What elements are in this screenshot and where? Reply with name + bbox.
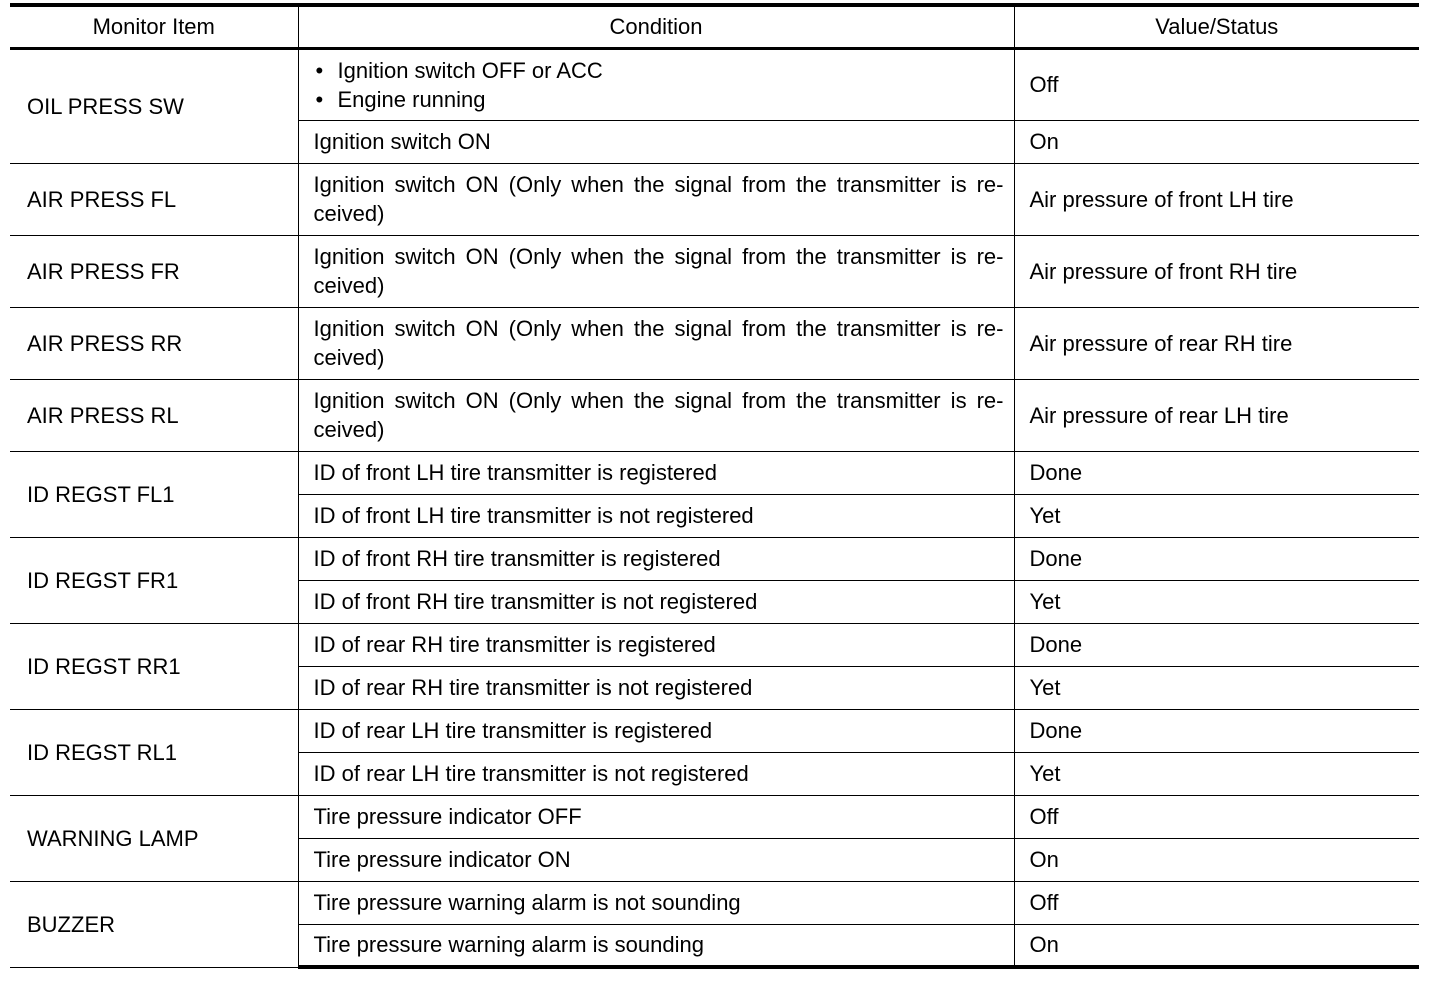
condition-cell: Tire pressure indicator ON <box>298 838 1014 881</box>
value-cell: Off <box>1014 881 1419 924</box>
monitor-item-cell: AIR PRESS RL <box>10 379 298 451</box>
value-cell: Done <box>1014 451 1419 494</box>
condition-cell: Tire pressure indicator OFF <box>298 795 1014 838</box>
header-value-status: Value/Status <box>1014 5 1419 48</box>
condition-cell: Tire pressure warning alarm is sounding <box>298 924 1014 967</box>
value-cell: Yet <box>1014 580 1419 623</box>
condition-cell: ID of rear RH tire transmitter is not registered <box>298 666 1014 709</box>
table-row <box>10 451 1419 494</box>
value-cell: Done <box>1014 709 1419 752</box>
monitor-table <box>10 3 1419 969</box>
condition-cell: Ignition switch ON (Only when the signal from the transmitter is re-ceived) <box>298 307 1014 379</box>
table-body <box>10 48 1419 967</box>
condition-bullet: • Ignition switch OFF or ACC <box>314 56 1004 85</box>
monitor-item-cell: AIR PRESS FL <box>10 163 298 235</box>
monitor-item-cell: AIR PRESS FR <box>10 235 298 307</box>
value-cell: Air pressure of rear RH tire <box>1014 307 1419 379</box>
value-cell: On <box>1014 120 1419 163</box>
monitor-item-cell: ID REGST RR1 <box>10 623 298 709</box>
value-cell: Done <box>1014 623 1419 666</box>
condition-cell: ID of rear LH tire transmitter is registered <box>298 709 1014 752</box>
condition-cell: ID of front LH tire transmitter is registered <box>298 451 1014 494</box>
monitor-item-cell: WARNING LAMP <box>10 795 298 881</box>
condition-cell: Ignition switch ON (Only when the signal from the transmitter is re-ceived) <box>298 235 1014 307</box>
value-cell: Off <box>1014 795 1419 838</box>
condition-cell: ID of front RH tire transmitter is not registered <box>298 580 1014 623</box>
table-row <box>10 163 1419 235</box>
value-cell: Air pressure of rear LH tire <box>1014 379 1419 451</box>
header-monitor-item: Monitor Item <box>10 5 298 48</box>
value-cell: Yet <box>1014 666 1419 709</box>
table-row <box>10 795 1419 838</box>
value-cell: Air pressure of front LH tire <box>1014 163 1419 235</box>
monitor-item-cell: ID REGST RL1 <box>10 709 298 795</box>
table-row <box>10 623 1419 666</box>
table-row <box>10 48 1419 120</box>
condition-cell: ID of front RH tire transmitter is registered <box>298 537 1014 580</box>
value-cell: Air pressure of front RH tire <box>1014 235 1419 307</box>
table-row <box>10 537 1419 580</box>
condition-bullet: • Engine running <box>314 85 1004 114</box>
table-row <box>10 307 1419 379</box>
monitor-item-cell: ID REGST FL1 <box>10 451 298 537</box>
table-header-row <box>10 5 1419 48</box>
value-cell: Off <box>1014 48 1419 120</box>
monitor-item-cell: ID REGST FR1 <box>10 537 298 623</box>
condition-cell: Tire pressure warning alarm is not sounding <box>298 881 1014 924</box>
monitor-item-cell: AIR PRESS RR <box>10 307 298 379</box>
table-row <box>10 709 1419 752</box>
condition-cell: Ignition switch ON (Only when the signal from the transmitter is re-ceived) <box>298 379 1014 451</box>
value-cell: On <box>1014 838 1419 881</box>
monitor-item-cell: BUZZER <box>10 881 298 967</box>
condition-cell <box>298 48 1014 120</box>
condition-cell: ID of rear RH tire transmitter is registered <box>298 623 1014 666</box>
condition-cell: Ignition switch ON (Only when the signal from the transmitter is re-ceived) <box>298 163 1014 235</box>
condition-cell: ID of rear LH tire transmitter is not registered <box>298 752 1014 795</box>
condition-cell: ID of front LH tire transmitter is not registered <box>298 494 1014 537</box>
monitor-item-cell: OIL PRESS SW <box>10 48 298 163</box>
value-cell: Yet <box>1014 494 1419 537</box>
value-cell: Done <box>1014 537 1419 580</box>
value-cell: Yet <box>1014 752 1419 795</box>
table-row <box>10 235 1419 307</box>
table-row <box>10 881 1419 924</box>
header-condition: Condition <box>298 5 1014 48</box>
value-cell: On <box>1014 924 1419 967</box>
table-row <box>10 379 1419 451</box>
condition-bullet-list <box>314 56 1004 114</box>
condition-cell: Ignition switch ON <box>298 120 1014 163</box>
